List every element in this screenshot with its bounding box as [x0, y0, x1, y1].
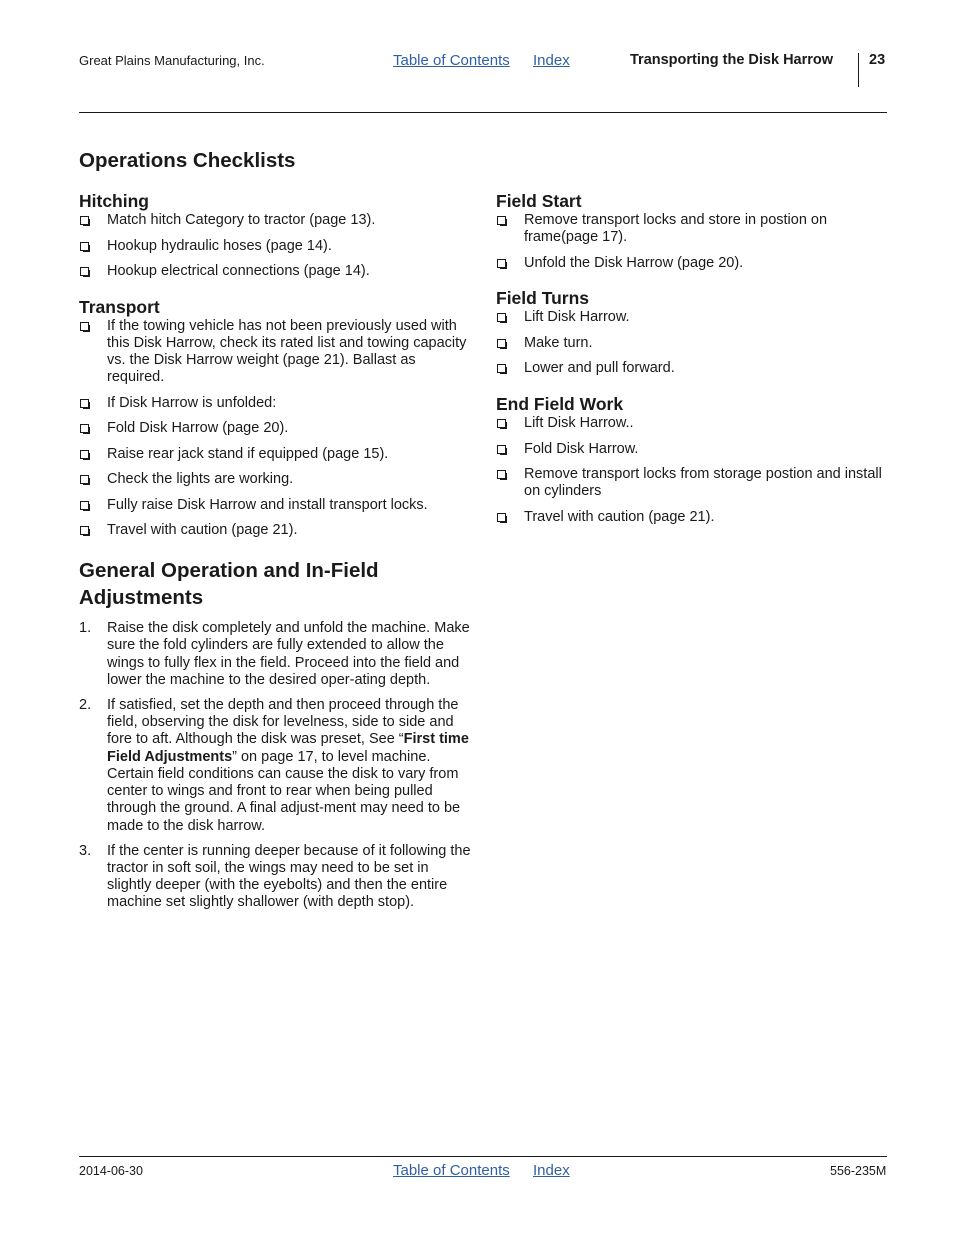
page-number: 23	[869, 52, 886, 68]
step-text: ” on page 17, to level machine. Certain field conditions can cause the disk to vary from center to wings and front to rear when being pulled through the ground. A final adjust-ment may need to be made to the disk harrow.	[107, 748, 461, 834]
checkbox-icon	[497, 339, 506, 348]
step-number: 2.	[79, 696, 92, 713]
hitching-section	[79, 190, 474, 289]
checklist-item: Remove transport locks from storage postion and install on cylinders	[496, 466, 891, 500]
field-start-section	[496, 190, 891, 280]
section-title: Transporting the Disk Harrow	[630, 52, 834, 68]
checklist-item: Lift Disk Harrow.	[496, 309, 891, 326]
checkbox-icon	[497, 445, 506, 454]
checkbox-icon	[80, 450, 89, 459]
end-field-work-heading: End Field Work	[496, 394, 624, 414]
cross-reference: First time Field Adjustments	[107, 731, 469, 765]
checkbox-icon	[80, 322, 89, 331]
checklist-item: Remove transport locks and store in postion on frame(page 17).	[496, 212, 891, 246]
header-divider	[858, 53, 859, 87]
field-start-heading: Field Start	[496, 191, 582, 211]
numbered-step	[79, 620, 474, 689]
footer-index-link[interactable]: Index	[533, 1162, 570, 1179]
checkbox-icon	[80, 399, 89, 408]
checklist-item: Lower and pull forward.	[496, 360, 891, 377]
step-text: If the center is running deeper because of it following the tractor in soft soil, the wings may need to be set in slightly deeper (with the eyebolts) and then the entire machine set slightly shallower (with depth stop).	[107, 842, 471, 911]
checklist-item: Fully raise Disk Harrow and install transport locks.	[79, 497, 474, 514]
general-operation-steps	[79, 620, 474, 919]
checkbox-icon	[80, 424, 89, 433]
checkbox-icon	[80, 475, 89, 484]
checkbox-icon	[497, 313, 506, 322]
step-text: If satisfied, set the depth and then proceed through the field, observing the disk for levelness, side to side and fore to aft. Although the disk was preset, See “	[107, 696, 459, 748]
checklist-item: Make turn.	[496, 335, 891, 352]
step-number: 3.	[79, 842, 92, 859]
hitching-heading: Hitching	[79, 191, 149, 211]
footer-date: 2014-06-30	[79, 1164, 143, 1178]
checkbox-icon	[497, 259, 506, 268]
checklist-item: Fold Disk Harrow.	[496, 441, 891, 458]
checkbox-icon	[80, 501, 89, 510]
checkbox-icon	[80, 526, 89, 535]
checklist-item: Check the lights are working.	[79, 471, 474, 488]
end-field-work-section	[496, 393, 891, 534]
checkbox-icon	[497, 470, 506, 479]
checklist-item: Hookup electrical connections (page 14).	[79, 263, 474, 280]
document-number: 556-235M	[830, 1164, 887, 1178]
checklist-item: Lift Disk Harrow..	[496, 415, 891, 432]
index-link[interactable]: Index	[533, 52, 570, 69]
field-start-checklist	[496, 212, 891, 272]
header-rule	[79, 112, 887, 113]
checklist-item: Travel with caution (page 21).	[79, 522, 474, 539]
checkbox-icon	[80, 267, 89, 276]
transport-heading: Transport	[79, 297, 160, 317]
table-of-contents-link[interactable]: Table of Contents	[393, 52, 510, 69]
checklist-item: If Disk Harrow is unfolded:	[79, 395, 474, 412]
transport-checklist	[79, 318, 474, 539]
checklist-item: Travel with caution (page 21).	[496, 509, 891, 526]
checklist-item: Match hitch Category to tractor (page 13).	[79, 212, 474, 229]
numbered-step	[79, 697, 474, 835]
checkbox-icon	[497, 513, 506, 522]
footer-rule	[79, 1156, 887, 1157]
general-operation-title: General Operation and In-Field Adjustments	[79, 559, 379, 609]
field-turns-checklist	[496, 309, 891, 377]
numbered-step	[79, 843, 474, 912]
footer-table-of-contents-link[interactable]: Table of Contents	[393, 1162, 510, 1179]
checklist-item: Raise rear jack stand if equipped (page 15).	[79, 446, 474, 463]
company-name: Great Plains Manufacturing, Inc.	[79, 53, 265, 68]
checkbox-icon	[80, 216, 89, 225]
checklist-item: Fold Disk Harrow (page 20).	[79, 420, 474, 437]
end-field-work-checklist	[496, 415, 891, 526]
page-title: Operations Checklists	[79, 149, 296, 172]
checkbox-icon	[497, 216, 506, 225]
step-text: Raise the disk completely and unfold the machine. Make sure the fold cylinders are fully extended to allow the wings to fully flex in the field. Proceed into the field and lower the machine to the desired oper-ating depth.	[107, 620, 470, 688]
checkbox-icon	[497, 419, 506, 428]
checklist-item: Unfold the Disk Harrow (page 20).	[496, 255, 891, 272]
checklist-item: Hookup hydraulic hoses (page 14).	[79, 238, 474, 255]
field-turns-heading: Field Turns	[496, 288, 590, 308]
transport-section	[79, 296, 474, 548]
field-turns-section	[496, 287, 891, 386]
step-number: 1.	[79, 620, 92, 636]
checklist-item: If the towing vehicle has not been previously used with this Disk Harrow, check its rated list and towing capacity vs. the Disk Harrow weight (page 21). Ballast as required.	[79, 318, 474, 386]
checkbox-icon	[497, 364, 506, 373]
hitching-checklist	[79, 212, 474, 280]
checkbox-icon	[80, 242, 89, 251]
